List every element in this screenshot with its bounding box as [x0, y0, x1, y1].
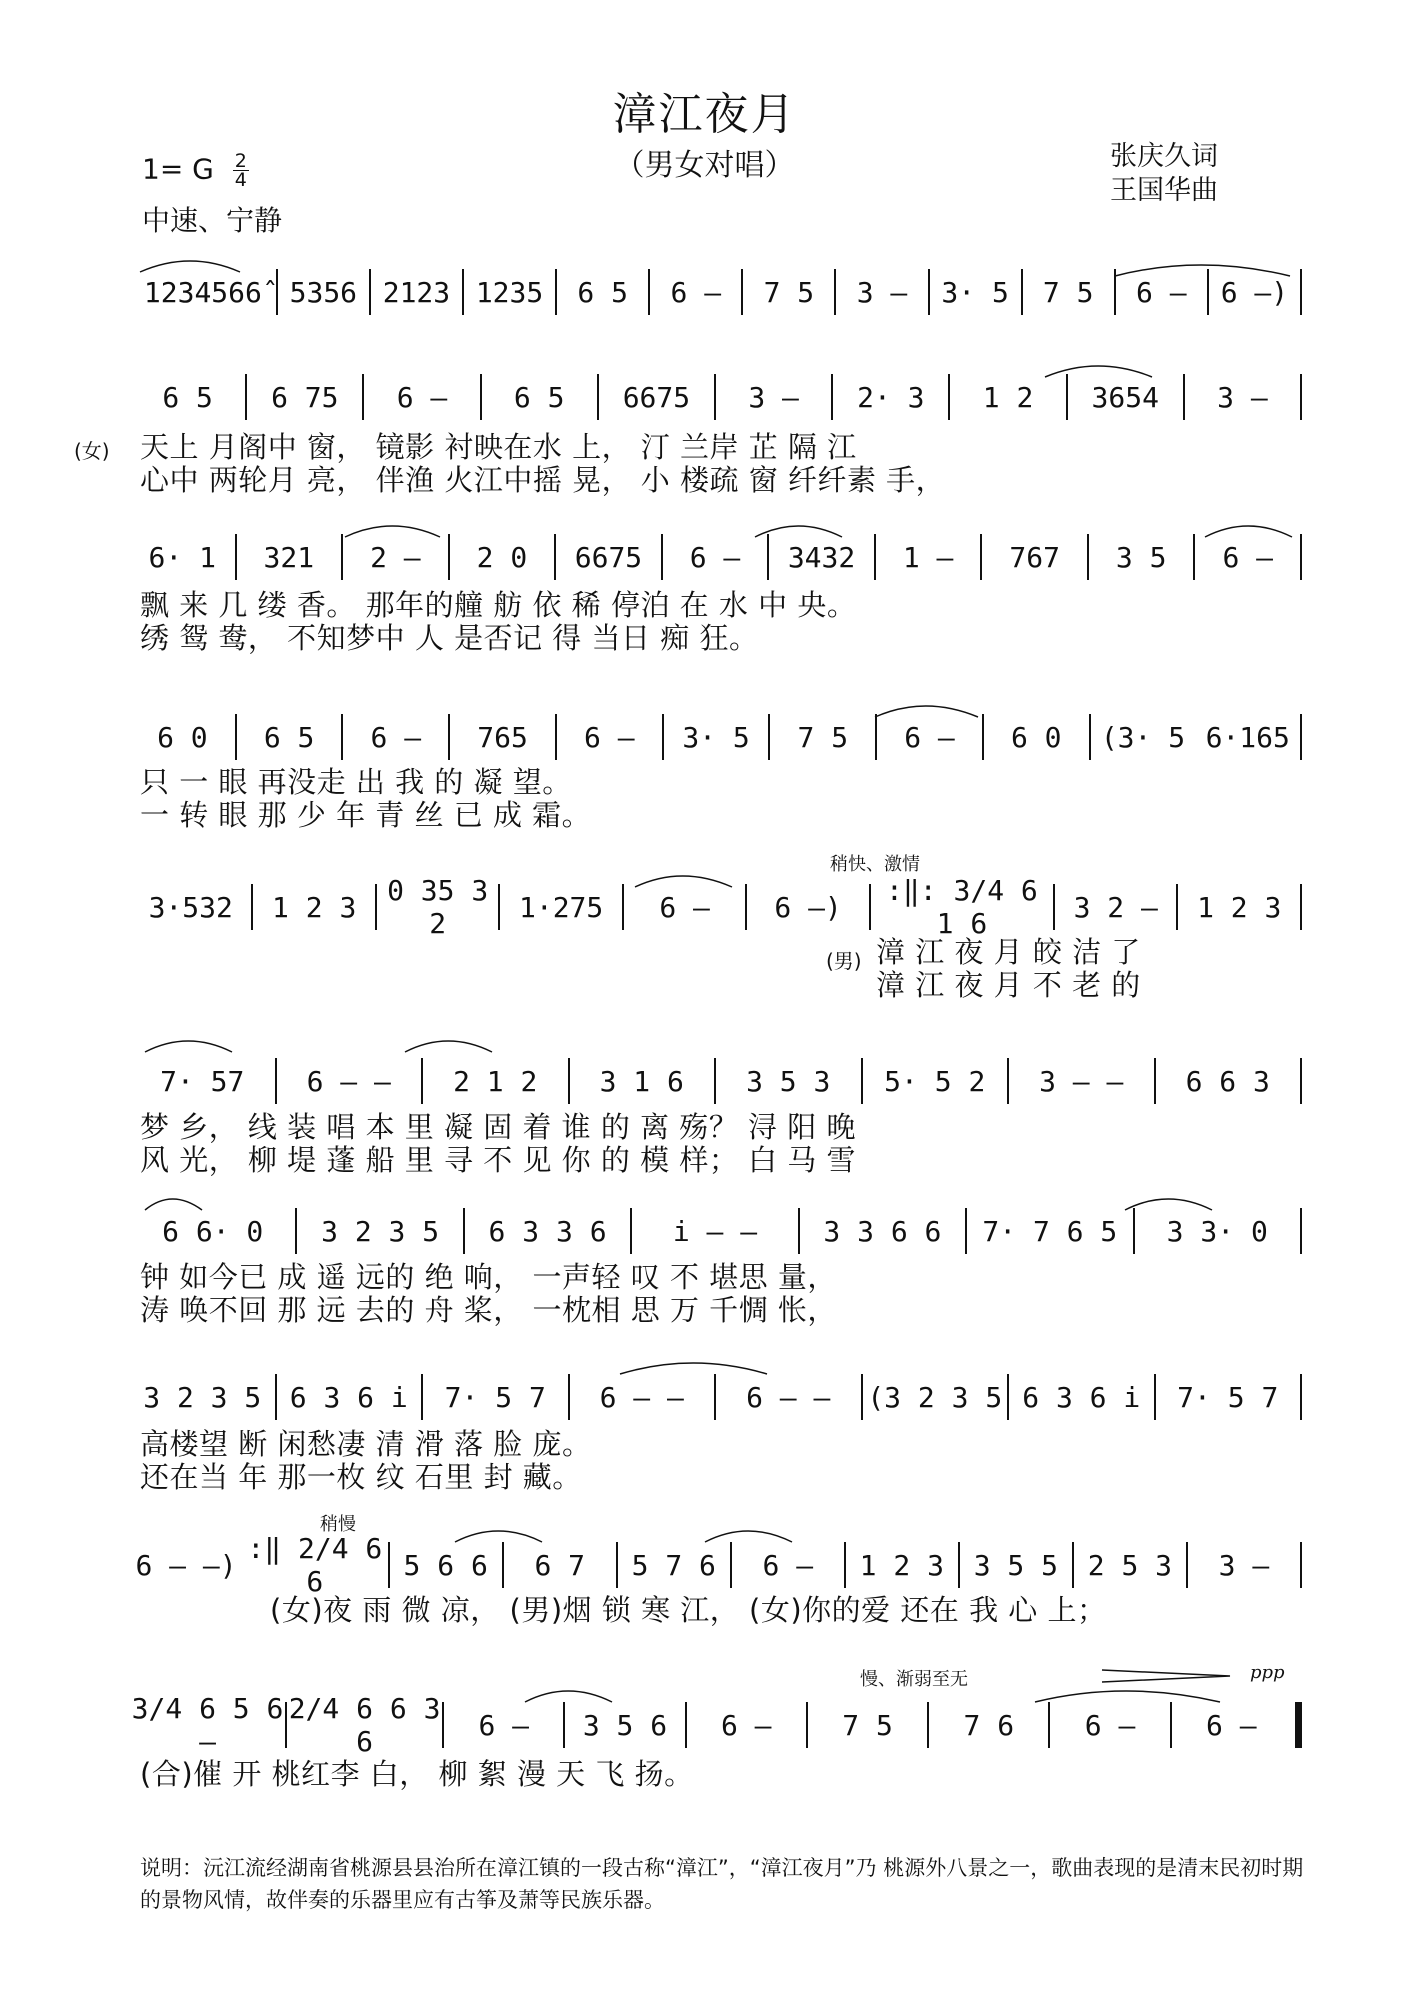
measure: 6 — [1136, 275, 1187, 309]
measure: 765 [477, 720, 528, 754]
measure: 1 2 [982, 380, 1034, 414]
final-barline [1295, 1702, 1302, 1748]
measure: 3 5 6 [582, 1708, 668, 1742]
measure: 3 — [748, 380, 799, 414]
lyric-line-2: 一 转 眼 那 少 年 青 丝 已 成 霜。 [140, 798, 592, 832]
measure: 0 35 3 2 [387, 874, 489, 940]
score-system-7 [130, 1206, 1302, 1256]
measure: 2 — [370, 540, 421, 574]
lyric-line-1: 钟 如今已 成 遥 远的 绝 响， 一声轻 叹 不 堪思 量， [140, 1260, 837, 1294]
measure: 3· 5 [941, 275, 1009, 309]
time-signature-denominator: 4 [234, 169, 247, 191]
tempo-direction: 稍慢 [320, 1514, 356, 1535]
score-system-9 [130, 1532, 1302, 1598]
measure: 3654 [1091, 380, 1159, 414]
role-marker-female: (女) [74, 439, 110, 463]
measure: 321 [263, 540, 315, 574]
measure: 6 3 3 6 [488, 1214, 607, 1248]
measure: 6 0 [1010, 720, 1062, 754]
measure: 1 2 3 [272, 890, 357, 924]
measure: 6 0 [157, 720, 208, 754]
measure: 5356 [289, 275, 358, 309]
measure: 2 5 3 [1087, 1548, 1173, 1582]
decrescendo-hairpin [1100, 1666, 1240, 1686]
key-signature [142, 152, 249, 189]
time-signature-numerator: 2 [234, 150, 247, 172]
tempo-direction: 稍快、激情 [830, 854, 920, 875]
measure: 5 7 6 [631, 1548, 716, 1582]
measure: 6 — [720, 1708, 772, 1742]
measure: 3/4 6 5 6 — [131, 1692, 284, 1758]
measure: 6 5 [263, 720, 315, 754]
measure: 6·165 [1205, 720, 1290, 754]
measure: 7 5 [1042, 275, 1094, 309]
time-signature [233, 152, 249, 189]
measure: 6 — [396, 380, 448, 414]
measure: 6 — [689, 540, 741, 574]
lyricist-credit: 张庆久词 [1110, 141, 1218, 172]
measure: 6 3 6 i [1022, 1380, 1141, 1414]
measure: 7· 5 7 [444, 1380, 546, 1414]
measure: 2· 3 [857, 380, 925, 414]
lyric-line-2: 漳 江 夜 月 不 老 的 [876, 968, 1141, 1002]
lyric-line-1: 漳 江 夜 月 皎 洁 了 [876, 935, 1141, 969]
measure: 6 — [370, 720, 422, 754]
measure: (3· 5 [1100, 720, 1186, 754]
measure: 6 — [1206, 1708, 1257, 1742]
score-system-10 [130, 1692, 1302, 1758]
score-system-8 [130, 1372, 1302, 1422]
measure: 6 — — [306, 1064, 391, 1098]
key-label: 1= G [142, 152, 214, 186]
lyric-line-2: 心中 两轮月 亮， 伴渔 火江中摇 晃， 小 楼疏 窗 纤纤素 手， [140, 463, 946, 497]
measure: 1 2 3 [1197, 890, 1282, 924]
measure: 3432 [787, 540, 856, 574]
footnote: 说明：沅江流经湖南省桃源县县治所在漳江镇的一段古称“漳江”，“漳江夜月”乃 桃源外八景之一，歌曲表现的是清末民初时期的景物风情，故伴奏的乐器里应有古筝及萧等民族乐器。 [140, 1856, 1304, 1912]
lyric-line-1: 梦 乡， 线 装 唱 本 里 凝 固 着 谁 的 离 殇？ 浔 阳 晚 [140, 1110, 856, 1144]
measure: 3·532 [148, 890, 233, 924]
measure: 7 5 [763, 275, 815, 309]
measure: 7 5 [797, 720, 849, 754]
measure: 6 — [659, 890, 710, 924]
score-system-6 [130, 1056, 1302, 1106]
measure: 1 2 3 [859, 1548, 944, 1582]
score-system-4 [130, 712, 1302, 762]
measure: 3 — [1218, 1548, 1270, 1582]
measure: 2/4 6 6 3 6 [288, 1692, 441, 1758]
measure: 6 3 6 i [289, 1380, 408, 1414]
measure: 7 5 [842, 1708, 893, 1742]
measure: 6675 [622, 380, 691, 414]
measure: 6 — — [599, 1380, 684, 1414]
measure: 6 — [904, 720, 955, 754]
measure: 2 0 [476, 540, 528, 574]
measure: 1 — [902, 540, 954, 574]
measure: 7 6 [963, 1708, 1015, 1742]
tempo-direction: 慢、渐弱至无 [860, 1669, 968, 1690]
measure: 6 5 [513, 380, 565, 414]
tempo-marking: 中速、宁静 [142, 204, 283, 237]
lyric-line-2: 还在当 年 那一枚 纹 石里 封 藏。 [140, 1460, 582, 1494]
composer-credit: 王国华曲 [1110, 175, 1218, 206]
measure: :‖: 3/4 6 1 6 [886, 874, 1038, 940]
measure: 6 —) [774, 890, 842, 924]
score-system-2 [130, 372, 1302, 422]
role-marker-male: (男) [826, 949, 862, 973]
measure: 6 — [1084, 1708, 1136, 1742]
measure: 3 2 — [1073, 890, 1158, 924]
lyric-line-1: (女)夜 雨 微 凉， (男)烟 锁 寒 江， (女)你的爱 还在 我 心 上； [270, 1593, 1107, 1627]
measure: 6 — [762, 1548, 814, 1582]
measure: 6 — — [746, 1380, 831, 1414]
song-subtitle: （男女对唱） [614, 148, 795, 183]
measure: 3 — [856, 275, 908, 309]
measure: 767 [1009, 540, 1060, 574]
measure: 6 6· 0 [162, 1214, 264, 1248]
measure: (3 2 3 5 [867, 1380, 1003, 1414]
lyric-line-2: 涛 唤不回 那 远 去的 舟 桨， 一枕相 思 万 千惆 怅， [140, 1293, 837, 1327]
measure: 7· 7 6 5 [982, 1214, 1118, 1248]
score-system-3 [130, 532, 1302, 582]
measure: 3 3· 0 [1166, 1214, 1268, 1248]
measure: 6 — [1222, 540, 1274, 574]
measure: 3 1 6 [599, 1064, 684, 1098]
measure: 7· 57 [160, 1064, 245, 1098]
measure: 6 — [670, 275, 722, 309]
measure: 3 3 6 6 [823, 1214, 942, 1248]
measure: 3 2 3 5 [143, 1380, 262, 1414]
measure: 6 — [478, 1708, 530, 1742]
measure: 6 75 [271, 380, 339, 414]
dynamic-marking: ppp [1250, 1662, 1285, 1683]
measure: :‖ 2/4 6 6 [247, 1532, 383, 1598]
measure: 3 2 3 5 [321, 1214, 440, 1248]
measure: 3 — [1217, 380, 1268, 414]
measure: 1234566̂ [143, 275, 262, 309]
song-title: 漳江夜月 [612, 89, 797, 140]
measure: 3 — — [1039, 1064, 1124, 1098]
lyric-line-1: 飘 来 几 缕 香。 那年的艟 舫 依 稀 停泊 在 水 中 央。 [140, 588, 857, 622]
measure: 1·275 [518, 890, 604, 924]
lyric-line-1: (合)催 开 桃红李 白， 柳 絮 漫 天 飞 扬。 [140, 1757, 694, 1791]
measure: 6· 1 [148, 540, 216, 574]
measure: 2123 [382, 275, 451, 309]
measure: 7· 5 7 [1177, 1380, 1279, 1414]
measure: 3 5 5 [973, 1548, 1058, 1582]
measure: 2 1 2 [453, 1064, 538, 1098]
measure: 6 5 [162, 380, 213, 414]
measure: 1235 [475, 275, 544, 309]
measure: 3 5 [1115, 540, 1167, 574]
measure: 6 — [584, 720, 635, 754]
lyric-line-2: 风 光， 柳 堤 蓬 船 里 寻 不 见 你 的 模 样； 白 马 雪 [140, 1143, 856, 1177]
measure: 6 —) [1220, 275, 1289, 309]
measure: 3 5 3 [746, 1064, 831, 1098]
lyric-line-1: 天上 月阁中 窗， 镜影 衬映在水 上， 汀 兰岸 芷 隔 江 [140, 430, 857, 464]
measure: i — — [672, 1214, 758, 1248]
measure: 6 — —) [135, 1548, 237, 1582]
score-system-5 [130, 874, 1302, 940]
lyric-line-1: 只 一 眼 再没走 出 我 的 凝 望。 [140, 765, 572, 799]
measure: 6 6 3 [1185, 1064, 1270, 1098]
lyric-line-1: 高楼望 断 闲愁凄 清 滑 落 脸 庞。 [140, 1427, 592, 1461]
measure: 3· 5 [682, 720, 750, 754]
measure: 6 7 [534, 1548, 586, 1582]
score-system-1 [130, 267, 1302, 317]
measure: 6 5 [577, 275, 628, 309]
lyric-line-2: 绣 鸳 鸯， 不知梦中 人 是否记 得 当日 痴 狂。 [140, 621, 759, 655]
measure: 6675 [574, 540, 643, 574]
measure: 5 6 6 [403, 1548, 488, 1582]
measure: 5· 5 2 [884, 1064, 986, 1098]
